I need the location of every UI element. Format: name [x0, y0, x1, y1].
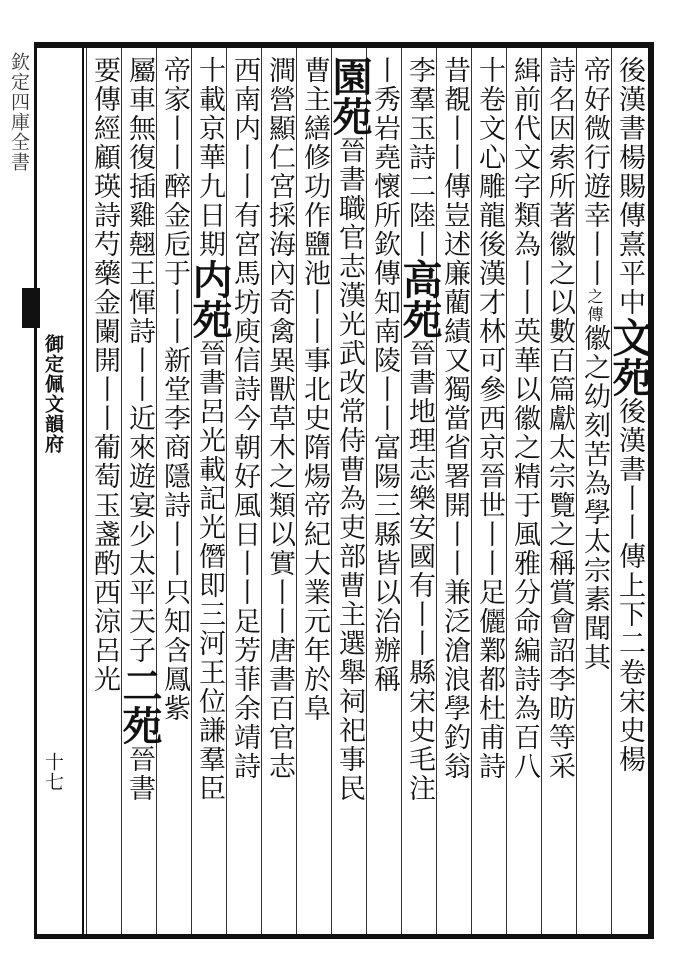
text-column	[606, 56, 653, 926]
text-column	[297, 56, 331, 926]
body-text: 澗營顯仁宮採海內奇禽異獸草木之類以實丨丨唐書百官志	[264, 56, 295, 781]
text-column	[472, 56, 506, 926]
page-frame-right	[648, 42, 654, 939]
entry-heading: 文苑	[606, 317, 653, 397]
entry-heading: 二苑	[116, 665, 163, 745]
body-text: 晉書呂光載記光僭即三河王位謙羣臣	[194, 339, 225, 803]
book-title-margin: 欽定四庫全書	[8, 52, 30, 172]
body-text: 晉書職官志漢光武改常侍曹為吏部曹主選舉祠祀事民	[334, 136, 365, 803]
text-column	[227, 56, 261, 926]
page-number: 十七	[42, 752, 64, 792]
entry-heading: 高苑	[396, 259, 443, 339]
body-text: 後漢書楊賜傳熹平中	[614, 56, 645, 317]
body-text: 晉書	[124, 745, 155, 803]
body-text: 呂光	[89, 636, 120, 694]
body-text: 十卷文心雕龍後漢才林可參西京晉世丨丨足儷鄴都杜甫詩	[474, 56, 505, 781]
text-column	[577, 56, 611, 926]
text-column	[542, 56, 576, 926]
text-column	[367, 56, 401, 926]
body-text: 曹主繕修功作鹽池丨丨事北史隋煬帝紀大業元年於阜	[299, 56, 330, 723]
text-column	[437, 56, 471, 926]
margin-divider	[82, 42, 84, 939]
body-text: 于丨丨新堂李商隱詩丨丨只知含鳳紫	[159, 259, 190, 723]
body-text: 丨秀岩堯懷所欽	[369, 56, 400, 259]
body-text: 昔覩丨丨傳豈述廉藺績又獨當省署開丨丨兼泛滄浪學釣翁	[439, 56, 470, 781]
entry-heading: 内苑	[186, 259, 233, 339]
text-column	[326, 56, 373, 926]
page-frame-top	[36, 42, 654, 48]
body-text: 屬車無復插雞翹王惲詩丨丨近來遊宴少太平天子	[124, 56, 155, 665]
annotation-text: 之傳	[585, 288, 604, 324]
body-text: 緝前代文字類為丨丨英華以徽之精于風雅分命編詩為百八	[509, 56, 540, 781]
text-column	[186, 56, 233, 926]
body-text: 後漢書丨丨傳上下二卷宋史楊	[614, 397, 645, 774]
text-column	[507, 56, 541, 926]
text-column	[87, 56, 121, 926]
body-text: 徽之幼刻苦為學太宗素聞其	[579, 324, 610, 672]
body-text: 要傳經顧瑛詩芍藥金闌開丨丨葡萄玉盞酌西涼	[89, 56, 120, 636]
body-text: 傳知南陵丨丨富陽三縣皆以治辦稱	[369, 259, 400, 694]
fishtail-mark	[22, 288, 40, 328]
page-frame-bottom	[36, 934, 654, 939]
body-text: 帝家丨丨醉金卮	[159, 56, 190, 259]
text-column	[116, 56, 163, 926]
body-text: 晉書地理志樂安國有丨丨縣宋史毛注	[404, 339, 435, 803]
body-text: 十載京華九日期	[194, 56, 225, 259]
body-text: 詩名因索所著徽之以數百篇獻太宗覽之稱賞會詔李昉等采	[544, 56, 575, 781]
text-column	[262, 56, 296, 926]
body-text: 西南内丨丨有宮馬坊庾信詩今朝好風日丨丨足芳菲余靖詩	[229, 56, 260, 781]
body-text: 帝好微行遊幸丨丨	[579, 56, 610, 288]
text-column	[157, 56, 191, 926]
entry-heading: 園苑	[326, 56, 373, 136]
body-text: 李羣玉詩二陸丨	[404, 56, 435, 259]
collection-title-margin: 御定佩文韻府	[42, 334, 64, 454]
page-frame-left	[34, 42, 37, 939]
text-column	[396, 56, 443, 926]
